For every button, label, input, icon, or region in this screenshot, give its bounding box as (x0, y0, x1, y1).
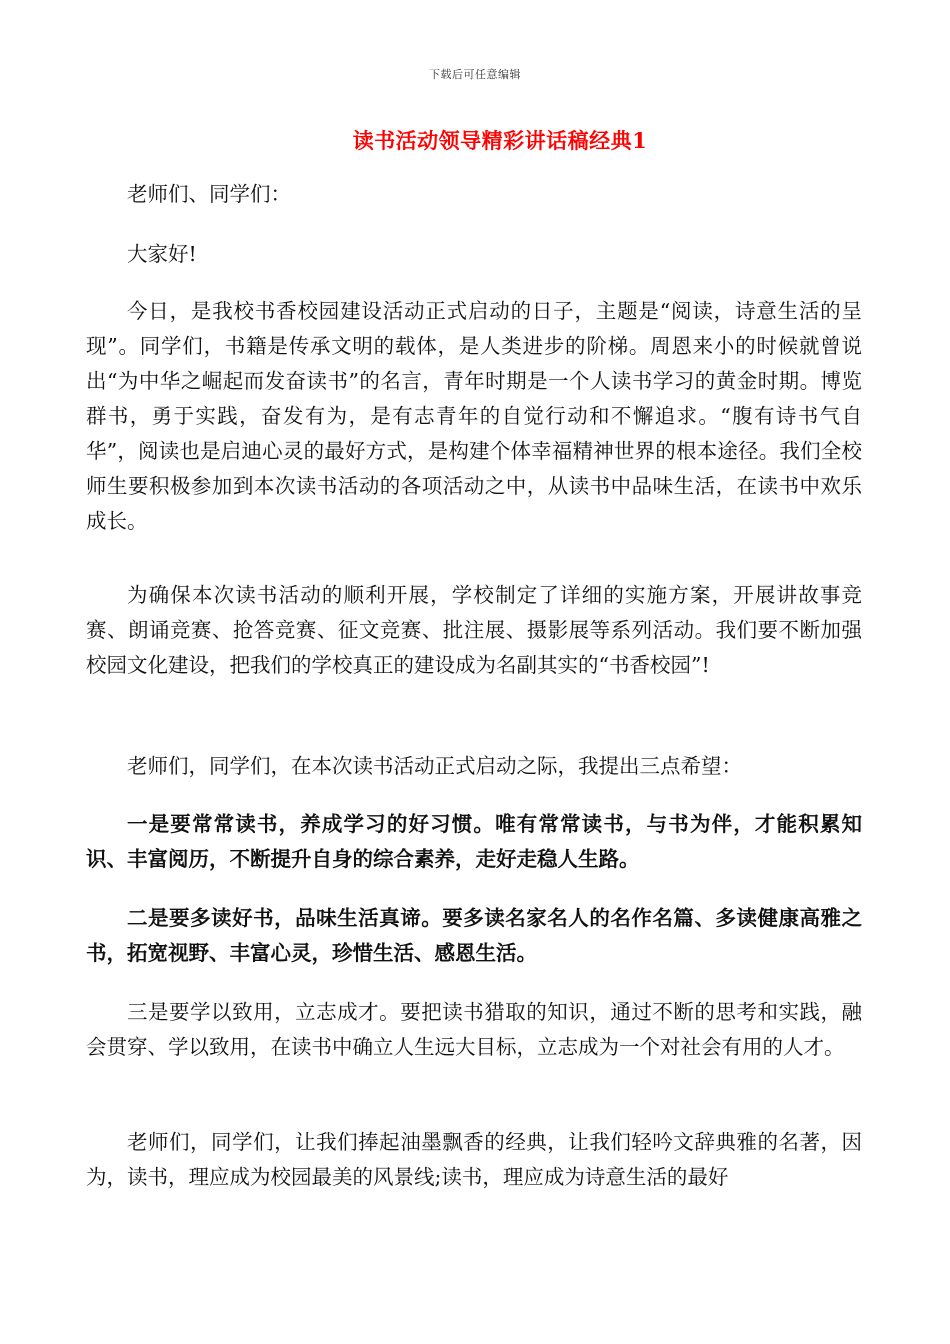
paragraph-9 (86, 1125, 862, 1195)
paragraph-text: 老师们，同学们，在本次读书活动正式启动之际，我提出三点希望： (127, 754, 742, 778)
paragraph-7 (86, 901, 862, 971)
paragraph-text: 一是要常常读书，养成学习的好习惯。唯有常常读书，与书为伴，才能积累知识、丰富阅历，不断提升自身的综合素养，走好走稳人生路。 (86, 812, 862, 871)
paragraph-text: 今日，是我校书香校园建设活动正式启动的日子，主题是“阅读，诗意生活的呈现”。同学们，书籍是传承文明的载体，是人类进步的阶梯。周恩来小的时候就曾说出“为中华之崛起而发奋读书”的名言，青年时期是一个人读书学习的黄金时期。博览群书，勇于实践，奋发有为，是有志青年的自觉行动和不懈追求。“腹有诗书气自华”，阅读也是启迪心灵的最好方式，是构建个体幸福精神世界的根本途径。我们全校师生要积极参加到本次读书活动的各项活动之中，从读书中品味生活，在读书中欢乐成长。 (86, 299, 862, 533)
paragraph-text: 老师们，同学们，让我们捧起油墨飘香的经典，让我们轻吟文辞典雅的名著，因为，读书，理应成为校园最美的风景线;读书，理应成为诗意生活的最好 (86, 1130, 862, 1189)
header-note: 下载后可任意编辑 (429, 68, 521, 81)
document-title: 读书活动领导精彩讲话稿经典1 (352, 128, 648, 153)
paragraph-text: 三是要学以致用，立志成才。要把读书猎取的知识，通过不断的思考和实践，融会贯穿、学以致用，在读书中确立人生远大目标，立志成为一个对社会有用的人才。 (86, 1000, 862, 1059)
paragraph-5 (86, 749, 862, 784)
paragraph-text: 二是要多读好书，品味生活真谛。要多读名家名人的名作名篇、多读健康高雅之书，拓宽视野、丰富心灵，珍惜生活、感恩生活。 (86, 906, 862, 965)
paragraph-1 (86, 177, 862, 212)
paragraph-text: 老师们、同学们： (127, 182, 291, 206)
paragraph-6 (86, 807, 862, 877)
paragraph-text: 为确保本次读书活动的顺利开展，学校制定了详细的实施方案，开展讲故事竞赛、朗诵竞赛、抢答竞赛、征文竞赛、批注展、摄影展等系列活动。我们要不断加强校园文化建设，把我们的学校真正的建设成为名副其实的“书香校园”! (86, 583, 862, 677)
paragraph-3 (86, 294, 862, 539)
paragraph-2 (86, 237, 862, 272)
paragraph-4 (86, 578, 862, 683)
paragraph-text: 大家好! (127, 242, 197, 266)
paragraph-8 (86, 995, 862, 1065)
